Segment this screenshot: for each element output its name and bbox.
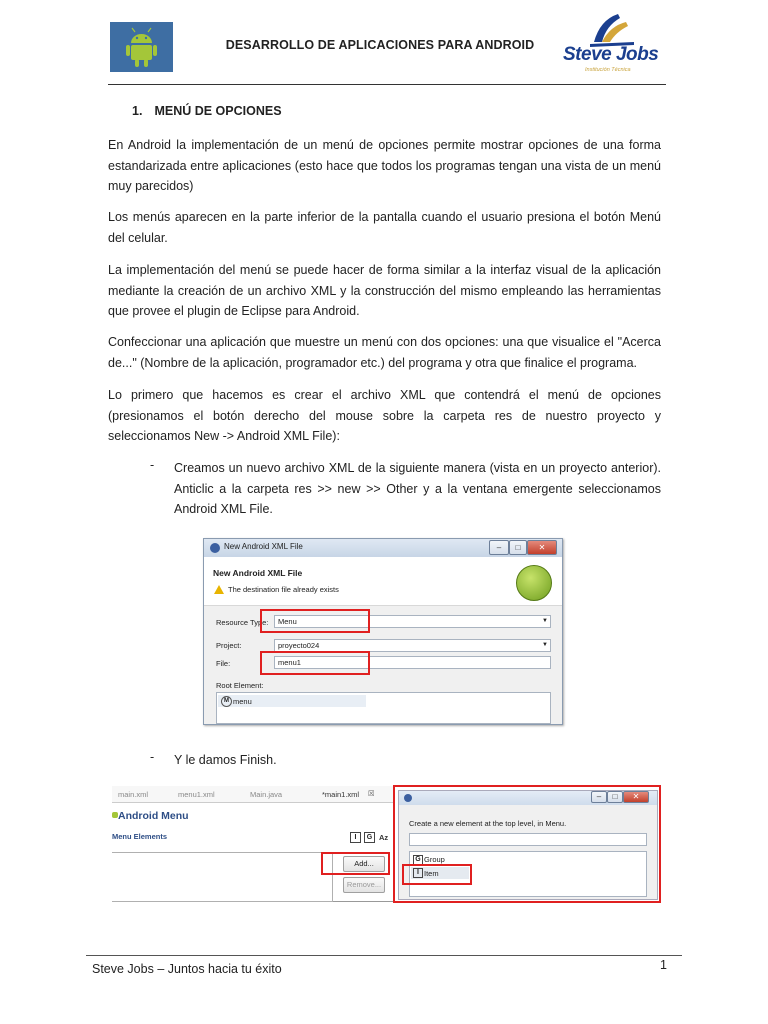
project-label: Project:	[216, 641, 242, 650]
chooser-prompt: Create a new element at the top level, in Menu.	[409, 819, 567, 828]
file-value: menu1	[278, 658, 301, 667]
tab-main-xml[interactable]: main.xml	[118, 790, 149, 799]
brand-name: Steve Jobs	[563, 44, 659, 65]
element-item[interactable]: Item	[424, 869, 439, 878]
editor-title: Android Menu	[118, 810, 189, 822]
editor-subtitle: Menu Elements	[112, 832, 168, 841]
dialog-window-title: New Android XML File	[224, 542, 303, 551]
eclipse-icon	[210, 543, 220, 553]
new-android-xml-dialog	[203, 538, 563, 725]
tab-main1-xml[interactable]: *main1.xml	[322, 790, 360, 799]
item-icon: I	[413, 868, 423, 878]
paragraph: Los menús aparecen en la parte inferior de la pantalla cuando el usuario presiona el botón Menú del celular.	[108, 210, 661, 245]
tab-main-java[interactable]: Main.java	[250, 790, 283, 799]
section-title: MENÚ DE OPCIONES	[154, 104, 282, 118]
brand-subtitle: Institución Técnica	[585, 67, 631, 73]
section-heading	[132, 104, 282, 118]
minimize-icon[interactable]: –	[489, 540, 509, 555]
dialog-header	[204, 557, 562, 606]
chevron-down-icon: ▼	[542, 642, 548, 648]
highlight-file	[260, 651, 370, 675]
tab-menu1-xml[interactable]: menu1.xml	[178, 790, 215, 799]
page-number: 1	[660, 958, 667, 972]
remove-button[interactable]: Remove...	[343, 877, 385, 893]
highlight-item	[402, 864, 472, 885]
footer-text: Steve Jobs – Juntos hacia tu éxito	[92, 962, 282, 976]
document-title: DESARROLLO DE APLICACIONES PARA ANDROID	[225, 38, 535, 52]
resource-type-label: Resource Type:	[216, 618, 269, 627]
highlight-resource-type	[260, 609, 370, 633]
dialog-heading: New Android XML File	[213, 568, 303, 578]
menu-elements-list[interactable]	[112, 852, 333, 902]
paragraph: Lo primero que hacemos es crear el archivo XML que contendrá el menú de opciones (presionamos el botón derecho del mouse sobre la carpeta res de nuestro proyecto y seleccionamos New -> Android XML File):	[108, 388, 661, 443]
highlight-chooser-dialog	[393, 785, 661, 903]
paragraph: La implementación del menú se puede hacer de forma similar a la interfaz visual de la aplicación mediante la creación de un archivo XML y la construcción del mismo empleando las herramientas que provee el plugin de Eclipse para Android.	[108, 263, 661, 318]
item-icon[interactable]: I	[350, 832, 361, 843]
close-icon[interactable]: ✕	[623, 791, 649, 803]
resource-type-value: Menu	[278, 617, 297, 626]
bullet-marker: -	[150, 750, 155, 764]
root-element-item: menu	[233, 697, 252, 706]
element-group[interactable]: Group	[424, 855, 445, 864]
maximize-icon[interactable]: □	[607, 791, 623, 803]
menu-element-icon: M	[221, 696, 232, 707]
window-buttons	[489, 540, 557, 554]
paragraph: Confeccionar una aplicación que muestre un menú con dos opciones: una que visualice el "Acerca de..." (Nombre de la aplicación, programador etc.) del programa y otra que finalice el programa.	[108, 335, 661, 370]
warning-message: The destination file already exists	[228, 585, 339, 594]
bullet-item: Y le damos Finish.	[174, 753, 277, 767]
footer-divider	[86, 955, 682, 956]
close-icon[interactable]: ✕	[527, 540, 557, 555]
android-logo	[110, 22, 173, 72]
bullet-item: Creamos un nuevo archivo XML de la siguiente manera (vista en un proyecto anterior). Anticlic a la carpeta res >> new >> Other y a la ventana emergente seleccionamos Android XML File.	[174, 461, 661, 516]
android-badge-icon	[516, 565, 552, 601]
paragraph: En Android la implementación de un menú de opciones permite mostrar opciones de una forma estandarizada entre aplicaciones (esto hace que todos los programas tengan una vista de un menú muy parecidos)	[108, 138, 661, 193]
tab-close-icon[interactable]: ☒	[368, 789, 375, 798]
project-value: proyecto024	[278, 641, 320, 650]
highlight-add-button	[321, 852, 390, 875]
android-robot-icon	[110, 22, 173, 72]
group-icon: G	[413, 855, 423, 865]
minimize-icon[interactable]: –	[591, 791, 607, 803]
dialog-titlebar	[204, 539, 562, 557]
add-button[interactable]: Add...	[343, 856, 385, 872]
group-icon[interactable]: G	[364, 832, 375, 843]
root-element-label: Root Element:	[216, 681, 264, 690]
sort-az-icon[interactable]: Az	[379, 833, 389, 842]
section-number: 1.	[132, 104, 143, 118]
header-divider	[108, 84, 666, 85]
chevron-down-icon: ▼	[542, 618, 548, 624]
maximize-icon[interactable]: □	[509, 540, 527, 555]
file-label: File:	[216, 659, 231, 668]
warning-icon	[214, 585, 224, 594]
bullet-marker: -	[150, 458, 155, 472]
